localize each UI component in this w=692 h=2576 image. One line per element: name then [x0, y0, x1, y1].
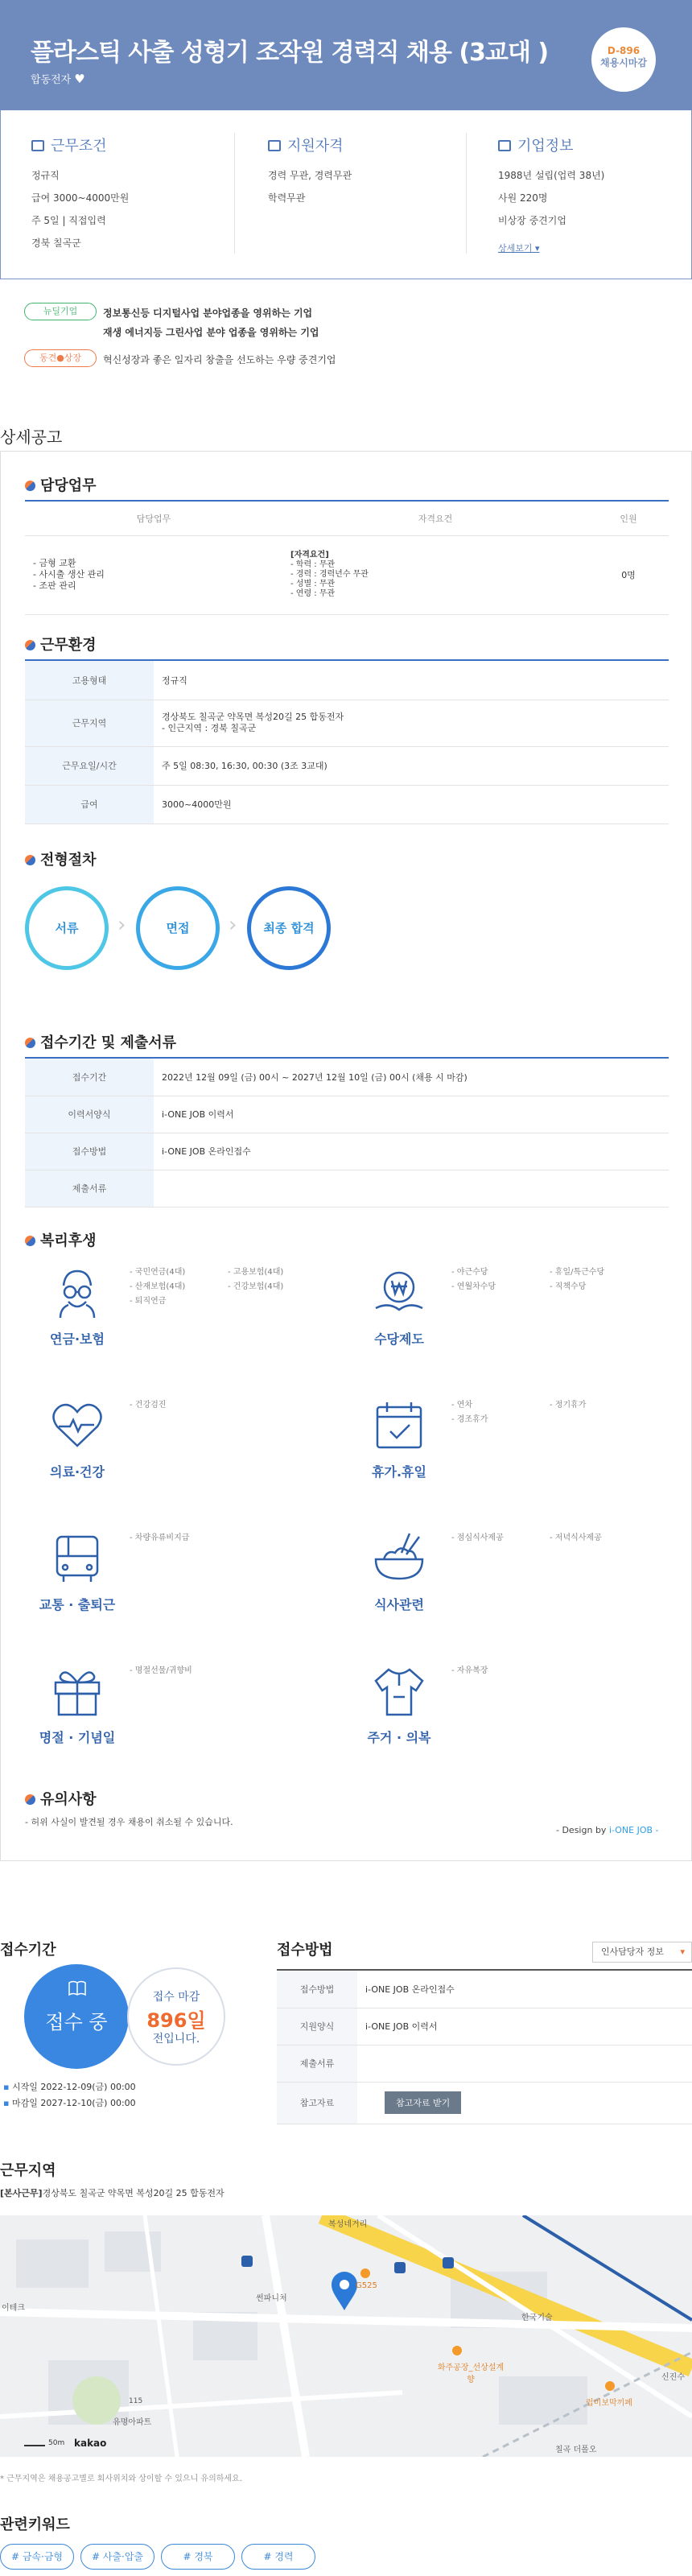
benefit-label: 주거 · 의복 [367, 1730, 431, 1745]
benefit-item: - 야근수당 [451, 1268, 488, 1277]
period-start [3, 2080, 136, 2093]
benefit-item: - 퇴직연금 [130, 1297, 167, 1306]
process-section-title [25, 848, 97, 869]
location-label: [본사근무] [0, 2188, 43, 2198]
benefit-label: 교통 · 출퇴근 [39, 1597, 116, 1612]
condition-item: 주 5일 | 직접입력 [31, 215, 106, 226]
design-credit [556, 1825, 659, 1835]
divider [466, 133, 467, 254]
detail-box [0, 451, 692, 1861]
job-title: 플라스틱 사출 성형기 조작원 경력직 채용 (3교대 ) [31, 39, 549, 67]
benefit-item: - 차량유류비지급 [130, 1534, 190, 1542]
benefit-vacation [347, 1397, 669, 1534]
dday-badge [591, 27, 656, 92]
apply-label: 접수기간 [25, 1059, 154, 1096]
req-line: - 성별 : 무관 [290, 580, 336, 588]
benefit-holiday [25, 1663, 347, 1800]
apply-value: 2022년 12월 09일 (금) 00시 ~ 2027년 12월 10일 (금) 00시 (채용 시 마감) [154, 1059, 669, 1096]
address-text: 경상북도 칠곡군 약목면 복성20길 25 합동전자 [42, 2188, 224, 2198]
method-value [357, 2045, 692, 2082]
method-value: i-ONE JOB 온라인접수 [357, 1971, 692, 2008]
chevron-down-icon[interactable]: ▾ [680, 1946, 685, 1957]
env-label: 근무지역 [25, 700, 154, 746]
period-deadline-circle [127, 1967, 225, 2066]
env-value: - 인근지역 : 경북 칠곡군 [162, 723, 257, 733]
document-icon [268, 140, 281, 151]
env-table [25, 661, 669, 824]
won-hand-icon [371, 1265, 427, 1321]
company-info [498, 134, 692, 255]
benefit-label: 의료·건강 [50, 1464, 105, 1480]
req-line: - 연령 : 무관 [290, 589, 336, 598]
benefit-item: - 건강보험(4대) [228, 1282, 284, 1291]
gift-icon [49, 1663, 105, 1719]
condition-item: 급여 3000~4000만원 [31, 192, 130, 204]
company-info-item: 1988년 설립(업력 38년) [498, 170, 605, 181]
map-label: G525 [356, 2281, 377, 2290]
apply-table [25, 1059, 669, 1208]
badge-desc: 재생 에너지등 그린사업 분야 업종을 영위하는 기업 [103, 327, 319, 338]
method-title: 접수방법 [277, 1942, 333, 1959]
notes-text: - 허위 사실이 발견될 경우 채용이 취소될 수 있습니다. [25, 1817, 233, 1827]
map-label: 칠곡 더폴오 [555, 2446, 597, 2454]
conditions-title: 근무조건 [51, 138, 107, 155]
requirement-cell [282, 535, 588, 614]
duties-header: 담당업무 [25, 502, 282, 535]
section-dot-icon [25, 855, 35, 865]
section-dot-icon [25, 1038, 35, 1048]
method-value-cell [357, 2082, 692, 2124]
period-status-circle [24, 1964, 129, 2069]
period-end-text: 마감일 2027-12-10(금) 00:00 [11, 2098, 136, 2108]
qualifications-title: 지원자격 [287, 138, 344, 155]
job-header [0, 0, 692, 111]
qualifications [268, 134, 485, 255]
section-dot-icon [25, 1236, 35, 1246]
benefit-allowance [347, 1265, 669, 1402]
map-label: 한국기술 [521, 2314, 553, 2322]
benefit-label: 명절 · 기념일 [39, 1730, 116, 1745]
benefit-label: 식사관련 [374, 1597, 424, 1612]
company-info-item: 사원 220명 [498, 192, 548, 204]
duty-line: - 사시출 생산 관리 [33, 569, 105, 580]
heart-pulse-icon [49, 1397, 105, 1454]
map-label: 115 [129, 2397, 143, 2405]
apply-title: 접수기간 및 제출서류 [40, 1034, 177, 1051]
benefit-item: - 점심식사제공 [451, 1534, 504, 1542]
duties-title: 담당업무 [40, 477, 97, 494]
benefit-label: 휴가.휴일 [372, 1464, 426, 1480]
map-label: 복성네거리 [328, 2220, 368, 2229]
dday-code: D-896 [607, 45, 641, 56]
benefit-pension [25, 1265, 347, 1402]
duties-header: 인원 [588, 502, 669, 535]
contact-button[interactable] [592, 1942, 692, 1963]
map-label: 이테크 [2, 2304, 25, 2313]
newdeal-badge: 뉴딜기업 [24, 303, 97, 320]
env-value: 3000~4000만원 [154, 785, 669, 824]
process-step-3: 최종 합격 [247, 886, 331, 970]
apply-value: i-ONE JOB 온라인접수 [154, 1133, 669, 1170]
company-info-item: 비상장 중견기업 [498, 215, 566, 226]
briefcase-icon [31, 140, 44, 151]
location-title: 근무지역 [0, 2162, 56, 2179]
ref-download-button[interactable]: 참고자료 받기 [385, 2091, 461, 2114]
keyword-tag[interactable]: # 금속·금형 [0, 2544, 74, 2570]
method-label: 지원양식 [277, 2008, 357, 2045]
env-label: 근무요일/시간 [25, 746, 154, 785]
condition-item: 경북 칠곡군 [31, 237, 81, 249]
method-label: 제출서류 [277, 2045, 357, 2082]
env-section-title [25, 634, 97, 654]
period-status: 접수 중 [45, 2011, 108, 2033]
bullet-icon: ▪ [3, 2098, 12, 2108]
period-title: 접수기간 [0, 1942, 56, 1959]
apply-section-title [25, 1031, 176, 1052]
detail-title: 상세공고 [0, 427, 63, 447]
bus-icon [49, 1530, 105, 1587]
duty-line: - 조판 관리 [33, 580, 76, 591]
calendar-check-icon [371, 1397, 427, 1454]
method-value: i-ONE JOB 이력서 [357, 2008, 692, 2045]
method-label: 접수방법 [277, 1971, 357, 2008]
location-note: * 근무지역은 채용공고별로 회사위치와 상이할 수 있으니 유의하세요. [0, 2475, 242, 2483]
benefit-item: - 산재보험(4대) [130, 1282, 186, 1291]
process-title: 전형절차 [40, 852, 97, 869]
job-summary [0, 110, 692, 279]
benefit-transport [25, 1530, 347, 1667]
company-name[interactable] [31, 71, 85, 86]
headcount-cell: 0명 [588, 535, 669, 614]
keywords-title: 관련키워드 [0, 2516, 70, 2533]
welfare-title: 복리후생 [40, 1232, 97, 1249]
shirt-icon [371, 1663, 427, 1719]
company-detail-link[interactable]: 상세보기 ▾ [498, 243, 540, 254]
deadline-suffix: 전입니다. [152, 2033, 200, 2046]
apply-value [154, 1170, 669, 1207]
design-prefix: - Design by [556, 1825, 609, 1835]
benefit-item: - 명절선물/귀향비 [130, 1666, 192, 1675]
method-table [277, 1971, 692, 2124]
building-icon [498, 140, 511, 151]
rice-bowl-icon [371, 1530, 427, 1587]
map-label: 유명아파트 [113, 2418, 152, 2427]
bullet-icon: ▪ [3, 2082, 12, 2092]
duty-cell [25, 535, 282, 614]
company-name-label[interactable]: 합동전자 [31, 74, 72, 86]
midsize-badge: 동견●상장 [24, 349, 97, 367]
benefit-health [25, 1397, 347, 1534]
env-value: 경상북도 칠곡군 약목면 복성20길 25 합동전자 [162, 712, 344, 722]
notes-title: 유의사항 [40, 1791, 97, 1808]
env-label: 고용형태 [25, 661, 154, 700]
benefit-meal [347, 1530, 669, 1667]
req-line: [자격요건] [290, 551, 329, 559]
welfare-section-title [25, 1229, 97, 1250]
keyword-tag[interactable]: # 경력 [241, 2544, 315, 2570]
env-title: 근무환경 [40, 637, 97, 654]
map-provider-logo: kakao [74, 2438, 107, 2449]
book-icon [68, 1980, 86, 1996]
map-scale: 50m [48, 2439, 65, 2447]
map-label: 화주공장_선상설계향 [437, 2363, 505, 2384]
benefit-item: - 고용보험(4대) [228, 1268, 284, 1277]
benefit-item: - 국민연금(4대) [130, 1268, 186, 1277]
benefit-label: 수당제도 [374, 1331, 424, 1347]
req-line: - 학력 : 무관 [290, 560, 336, 569]
badge-desc: 혁신성장과 좋은 일자리 창출을 선도하는 우량 중견기업 [103, 354, 336, 365]
map-label: 신진수 [661, 2373, 685, 2382]
duties-table [25, 502, 669, 615]
keyword-tag[interactable]: # 경북 [161, 2544, 235, 2570]
section-dot-icon [25, 481, 35, 491]
req-line: - 경력 : 경력년수 무관 [290, 570, 369, 579]
env-label: 급여 [25, 785, 154, 824]
qualification-item: 학력무관 [268, 192, 306, 204]
process-step-1: 서류 [25, 886, 109, 970]
heart-icon[interactable]: ♥ [74, 72, 85, 86]
map-canvas[interactable] [0, 2215, 692, 2457]
benefit-item: - 연월차수당 [451, 1282, 496, 1291]
location-address [0, 2186, 224, 2199]
benefit-item: - 건강검진 [130, 1401, 167, 1410]
apply-label: 접수방법 [25, 1133, 154, 1170]
deadline-label: 접수 마감 [152, 1991, 200, 2004]
qualification-item: 경력 무관, 경력무관 [268, 170, 352, 181]
company-info-title: 기업정보 [517, 138, 574, 155]
benefit-item: - 저녁식사제공 [550, 1534, 602, 1542]
benefit-item: - 자유복장 [451, 1666, 488, 1675]
process-step-2: 면접 [136, 886, 220, 970]
map[interactable] [0, 2215, 692, 2457]
chevron-right-icon: › [117, 913, 126, 937]
divider [234, 133, 235, 254]
design-brand: i-ONE JOB - [608, 1825, 659, 1835]
work-conditions [31, 134, 249, 255]
chevron-right-icon: › [229, 913, 237, 937]
benefit-housing [347, 1663, 669, 1800]
benefit-item: - 연차 [451, 1401, 473, 1410]
duties-section-title [25, 474, 97, 495]
badge-desc: 정보통신등 디지털사업 분야업종을 영위하는 기업 [103, 308, 313, 319]
map-label: 썬파니처 [256, 2294, 287, 2303]
section-dot-icon [25, 640, 35, 650]
benefit-label: 연금·보험 [50, 1331, 105, 1347]
condition-item: 정규직 [31, 170, 60, 181]
contact-button-label[interactable]: 인사담당자 정보 [601, 1946, 664, 1957]
env-value: 정규직 [154, 661, 669, 700]
benefit-item: - 직책수당 [550, 1282, 587, 1291]
apply-label: 이력서양식 [25, 1096, 154, 1133]
duty-line: - 금형 교환 [33, 558, 76, 568]
benefit-item: - 휴일/특근수당 [550, 1268, 605, 1277]
notes-section-title [25, 1788, 97, 1809]
glasses-person-icon [49, 1265, 105, 1321]
benefit-item: - 경조휴가 [451, 1415, 488, 1424]
deadline-days: 896일 [146, 2009, 206, 2032]
map-label: 럽미보막끼페 [586, 2399, 632, 2408]
section-dot-icon [25, 1794, 35, 1805]
env-value-cell [154, 700, 669, 746]
apply-value: i-ONE JOB 이력서 [154, 1096, 669, 1133]
benefit-item: - 정기휴가 [550, 1401, 587, 1410]
keyword-tag[interactable]: # 사출·압출 [80, 2544, 154, 2570]
period-end [3, 2096, 136, 2109]
period-start-text: 시작일 2022-12-09(금) 00:00 [11, 2082, 136, 2092]
duties-header: 자격요건 [282, 502, 588, 535]
apply-label: 제출서류 [25, 1170, 154, 1207]
method-label: 참고자료 [277, 2082, 357, 2124]
dday-label: 채용시마감 [600, 57, 647, 68]
env-value: 주 5일 08:30, 16:30, 00:30 (3조 3교대) [154, 746, 669, 785]
